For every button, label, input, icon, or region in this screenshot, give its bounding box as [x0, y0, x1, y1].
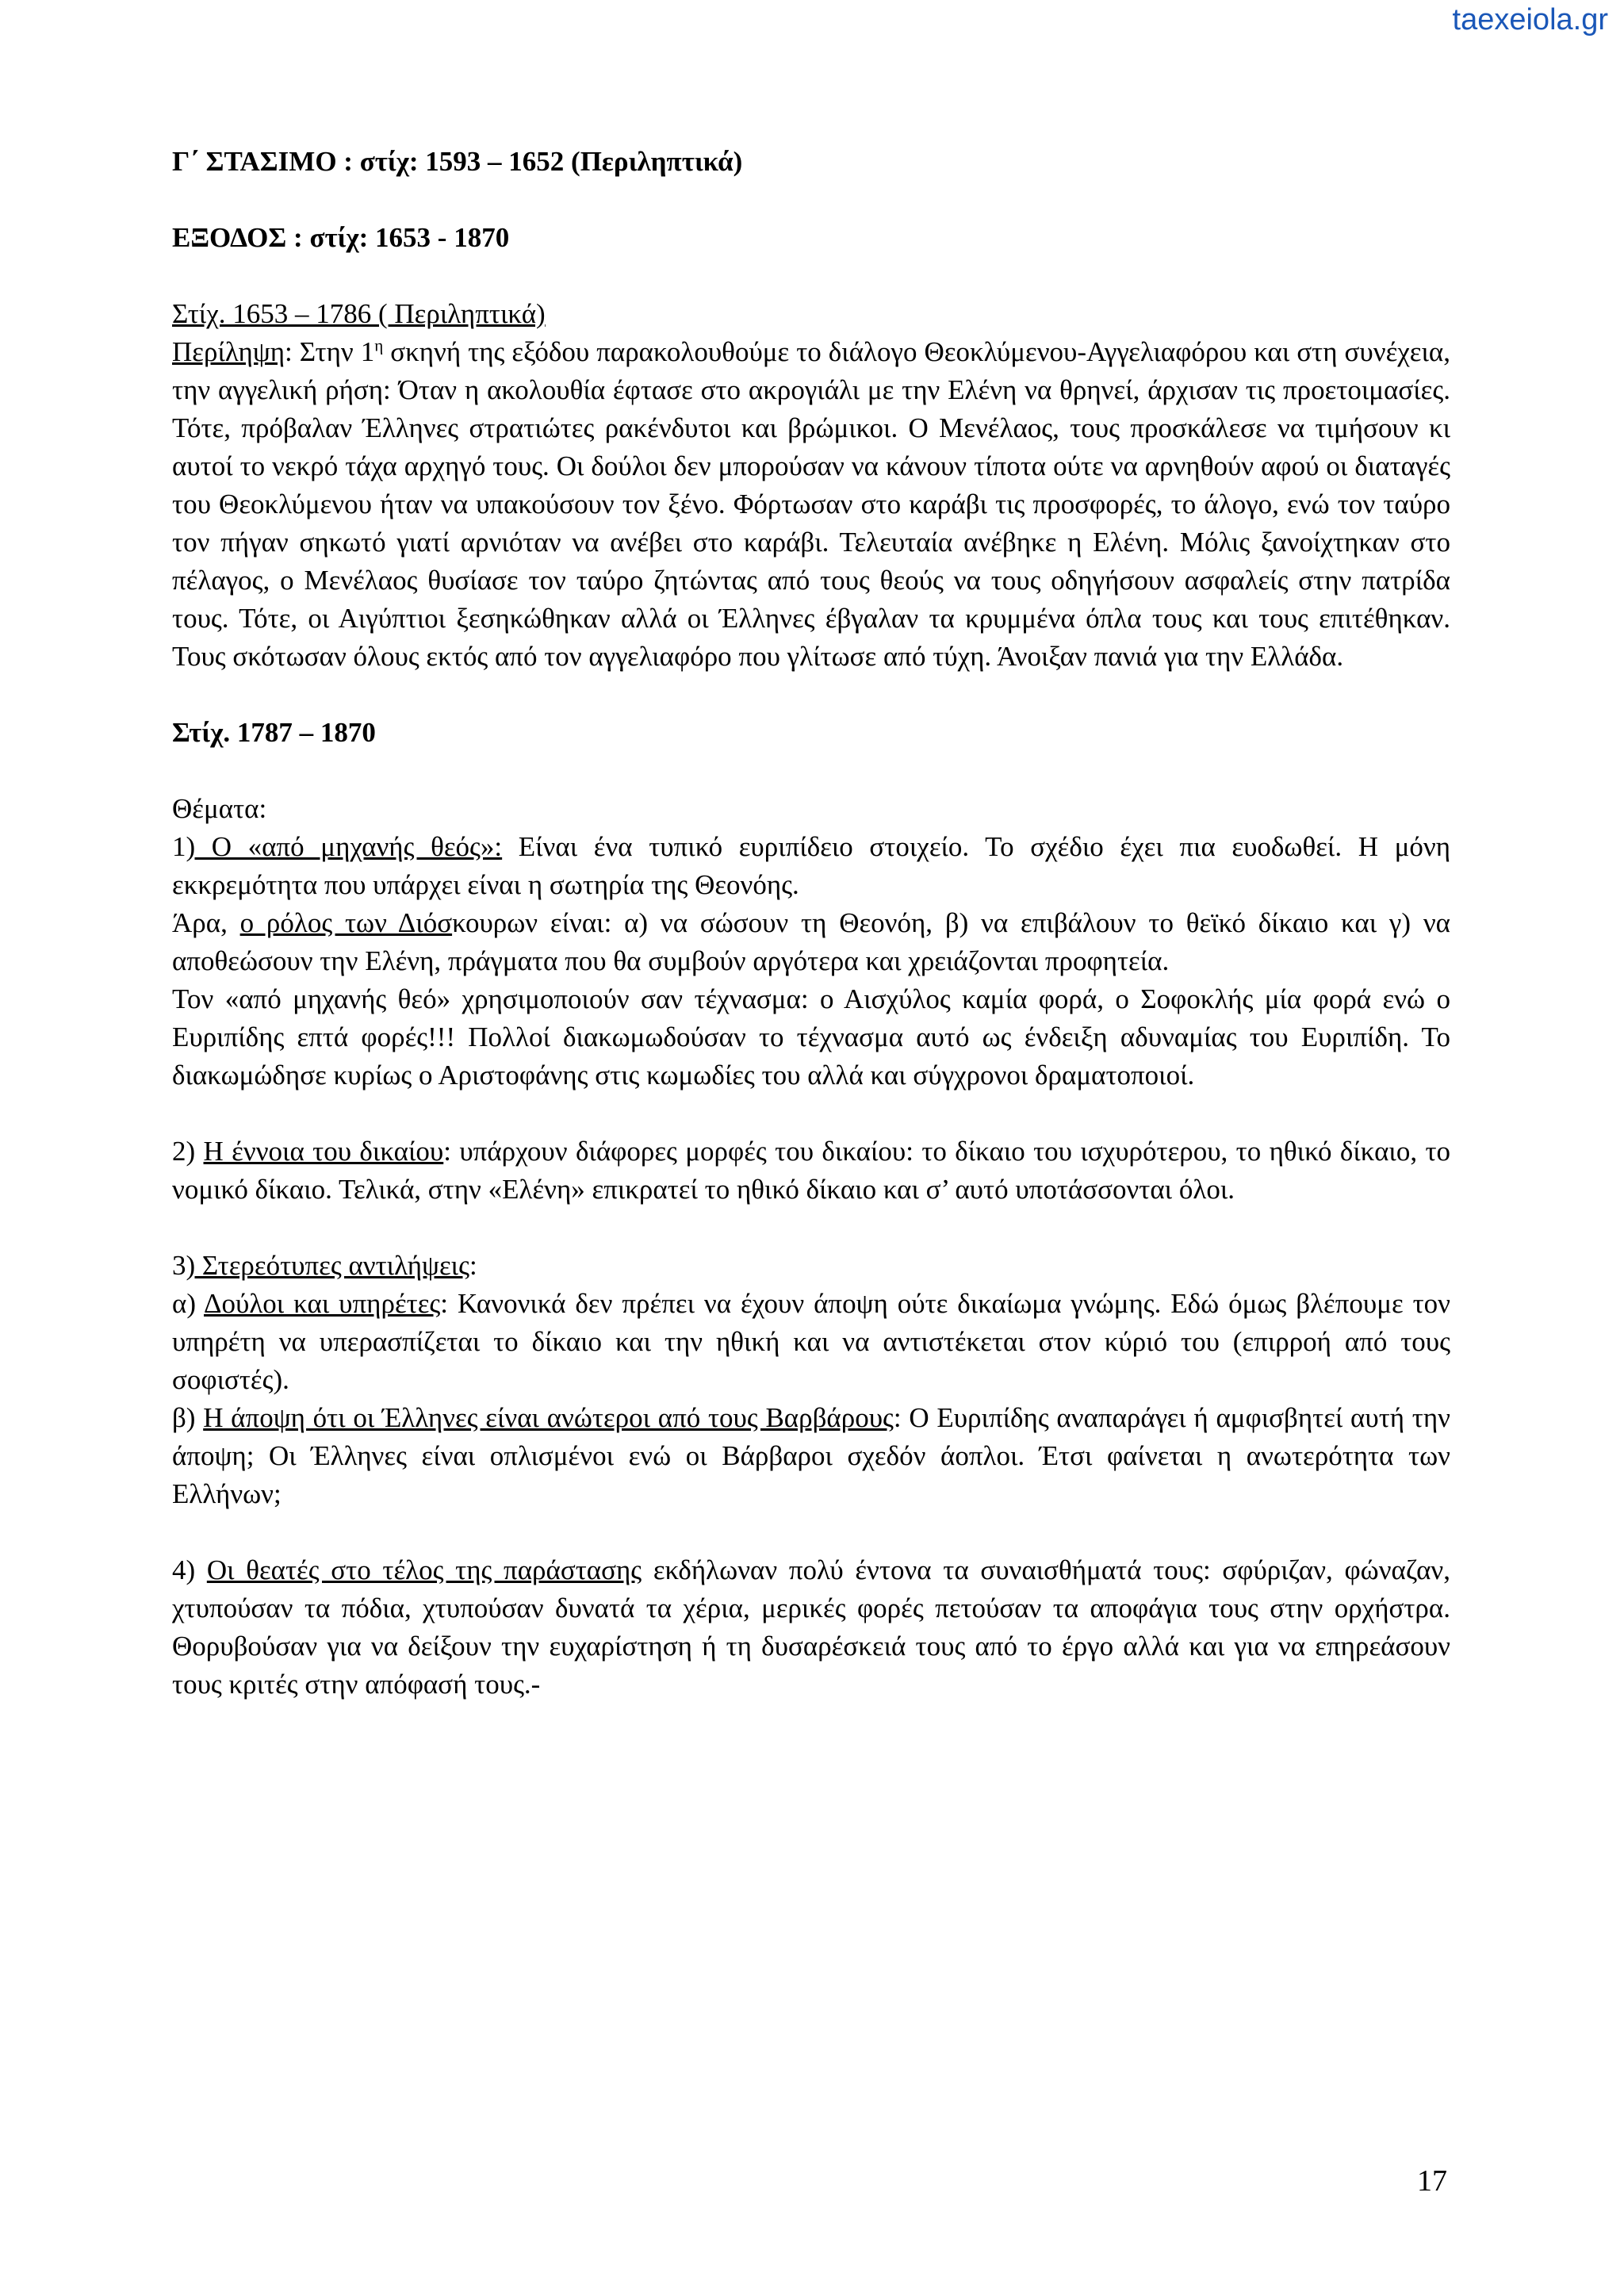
theme-2-text: : υπάρχουν διάφορες μορφές του δικαίου: το δίκαιο του ισχυρότερου, το ηθικό δίκαιο, το νομικό δίκαιο. Τελικά, στην «Ελένη» επικρατεί το ηθικό δίκαιο και σ’ αυτό υποτάσσονται όλοι. [172, 1136, 1451, 1205]
themes-label: Θέματα: [172, 793, 267, 824]
theme-3a-label: Δούλοι και υπηρέτες [204, 1288, 441, 1319]
theme-1-p2-text: κουρων είναι: α) να σώσουν τη Θεονόη, β) να επιβάλουν το θεϊκό δίκαιο και γ) να αποθεώσουν την Ελένη, πράγματα που θα συμβούν αργότερα και χρειάζονται προφητεία. [172, 907, 1450, 976]
theme-1-num: 1 [172, 831, 186, 862]
theme-1-deus-ex-machina-paragraph: Τον «από μηχανής θεό» χρησιμοποιούν σαν τέχνασμα: ο Αισχύλος καμία φορά, ο Σοφοκλής μία φορά ενώ ο Ευριπίδης επτά φορές!!! Πολλοί διακωμωδούσαν το τέχνασμα αυτό ως ένδειξη αδυναμίας του Ευριπίδη. Το διακωμώδησε κυρίως ο Αριστοφάνης στις κωμωδίες του αλλά και σύγχρονοι δραματοποιοί. [172, 983, 1450, 1091]
document-page [172, 143, 1450, 1742]
section-2-title: Στίχ. 1787 – 1870 [172, 717, 376, 748]
theme-3a-pre: α) [172, 1288, 204, 1319]
theme-2-paragraph [172, 1133, 1450, 1209]
theme-3b-pre: β) [172, 1402, 204, 1433]
summary-paragraph [172, 333, 1450, 676]
summary-sup: η [374, 335, 384, 355]
summary-pre: : Στην 1 [285, 336, 375, 367]
theme-4-paragraph [172, 1551, 1450, 1704]
theme-3-label: ) Στερεότυπες αντιλήψεις [186, 1250, 469, 1281]
theme-3b-paragraph [172, 1399, 1450, 1513]
theme-1-p2-pre: Άρα, [172, 907, 240, 938]
page-number: 17 [1417, 2164, 1447, 2198]
heading-stasimo: Γ΄ ΣΤΑΣΙΜΟ : στίχ: 1593 – 1652 (Περιληπτικά) [172, 146, 743, 177]
theme-1-dioscuri-paragraph [172, 904, 1450, 980]
theme-4-text: εκδήλωναν πολύ έντονα τα συναισθήματά τους: σφύριζαν, φώναζαν, χτυπούσαν τα πόδια, χτυπούσαν δυνατά τα χέρια, μερικές φορές πετούσαν τα αποφάγια τους στην ορχήστρα. Θορυβούσαν για να δείξουν την ευχαρίστηση ή τη δυσαρέσκειά τους από το έργο αλλά και για να επηρεάσουν τους κριτές στην απόφασή τους.- [172, 1554, 1451, 1700]
theme-3-num: 3 [172, 1250, 186, 1281]
heading-exodos: ΕΞΟΔΟΣ : στίχ: 1653 - 1870 [172, 222, 510, 253]
summary-text: σκηνή της εξόδου παρακολουθούμε το διάλογο Θεοκλύμενου-Αγγελιαφόρου και στη συνέχεια, την αγγελική ρήση: Όταν η ακολουθία έφτασε στο ακρογιάλι με την Ελένη να θρηνεί, άρχισαν τις προετοιμασίες. Τότε, πρόβαλαν Έλληνες στρατιώτες ρακένδυτοι και βρώμικοι. Ο Μενέλαος, τους προσκάλεσε να τιμήσουν κι αυτοί το νεκρό τάχα αρχηγό τους. Οι δούλοι δεν μπορούσαν να κάνουν τίποτα ούτε να αρνηθούν αφού οι διαταγές του Θεοκλύμενου ήταν να υπακούσουν τον ξένο. Φόρτωσαν στο καράβι τις προσφορές, το άλογο, ενώ τον ταύρο τον πήγαν σηκωτό γιατί αρνιόταν να ανέβει στο καράβι. Τελευταία ανέβηκε η Ελένη. Μόλις ξανοίχτηκαν στο πέλαγος, ο Μενέλαος θυσίασε τον ταύρο ζητώντας από τους θεούς να τους οδηγήσουν ασφαλείς στην πατρίδα τους. Τότε, οι Αιγύπτιοι ξεσηκώθηκαν αλλά οι Έλληνες έβγαλαν τα κρυμμένα όπλα τους και τους επιτέθηκαν. Τους σκότωσαν όλους εκτός από τον αγγελιαφόρο που γλίτωσε από τύχη. Άνοιξαν πανιά για την Ελλάδα. [172, 336, 1451, 672]
theme-2-pre: 2) [172, 1136, 204, 1167]
section-1-title: Στίχ. 1653 – 1786 ( Περιληπτικά) [172, 298, 546, 329]
theme-3b-label: Η άποψη ότι οι Έλληνες είναι ανώτεροι από τους Βαρβάρους [203, 1402, 894, 1433]
theme-4-label: Οι θεατές στο τέλος της παράστασης [206, 1554, 642, 1585]
theme-3-block [172, 1247, 1450, 1513]
theme-3a-text: : Κανονικά δεν πρέπει να έχουν άποψη ούτε δικαίωμα γνώμης. Εδώ όμως βλέπουμε τον υπηρέτη να υπερασπίζεται το δίκαιο και την ηθική και να αντιστέκεται στον κύριό του (επιρροή από τους σοφιστές). [172, 1288, 1450, 1395]
theme-2-label: Η έννοια του δικαίου [203, 1136, 444, 1167]
theme-1-text: Είναι ένα τυπικό ευριπίδειο στοιχείο. Το σχέδιο έχει πια ευοδωθεί. Η μόνη εκκρεμότητα που υπάρχει είναι η σωτηρία της Θεονόης. [172, 831, 1450, 900]
theme-3-heading [172, 1247, 1450, 1285]
theme-1-block [172, 790, 1450, 1094]
section-1653-1786 [172, 295, 1450, 676]
theme-3a-paragraph [172, 1285, 1450, 1399]
theme-3-colon: : [469, 1250, 477, 1281]
theme-3b-text: : Ο Ευριπίδης αναπαράγει ή αμφισβητεί αυτή την άποψη; Οι Έλληνες είναι οπλισμένοι ενώ οι Βάρβαροι σχεδόν άοπλοι. Έτσι φαίνεται η ανωτερότητα των Ελλήνων; [172, 1402, 1450, 1509]
theme-1-p2-label: ο ρόλος των Διόσ [239, 907, 453, 938]
site-watermark: taexeiola.gr [1452, 3, 1608, 36]
theme-1-label: ) Ο «από μηχανής θεός»: [186, 831, 503, 862]
theme-1-paragraph [172, 828, 1450, 904]
summary-label: Περίληψη [172, 336, 285, 367]
theme-4-pre: 4) [172, 1554, 207, 1585]
